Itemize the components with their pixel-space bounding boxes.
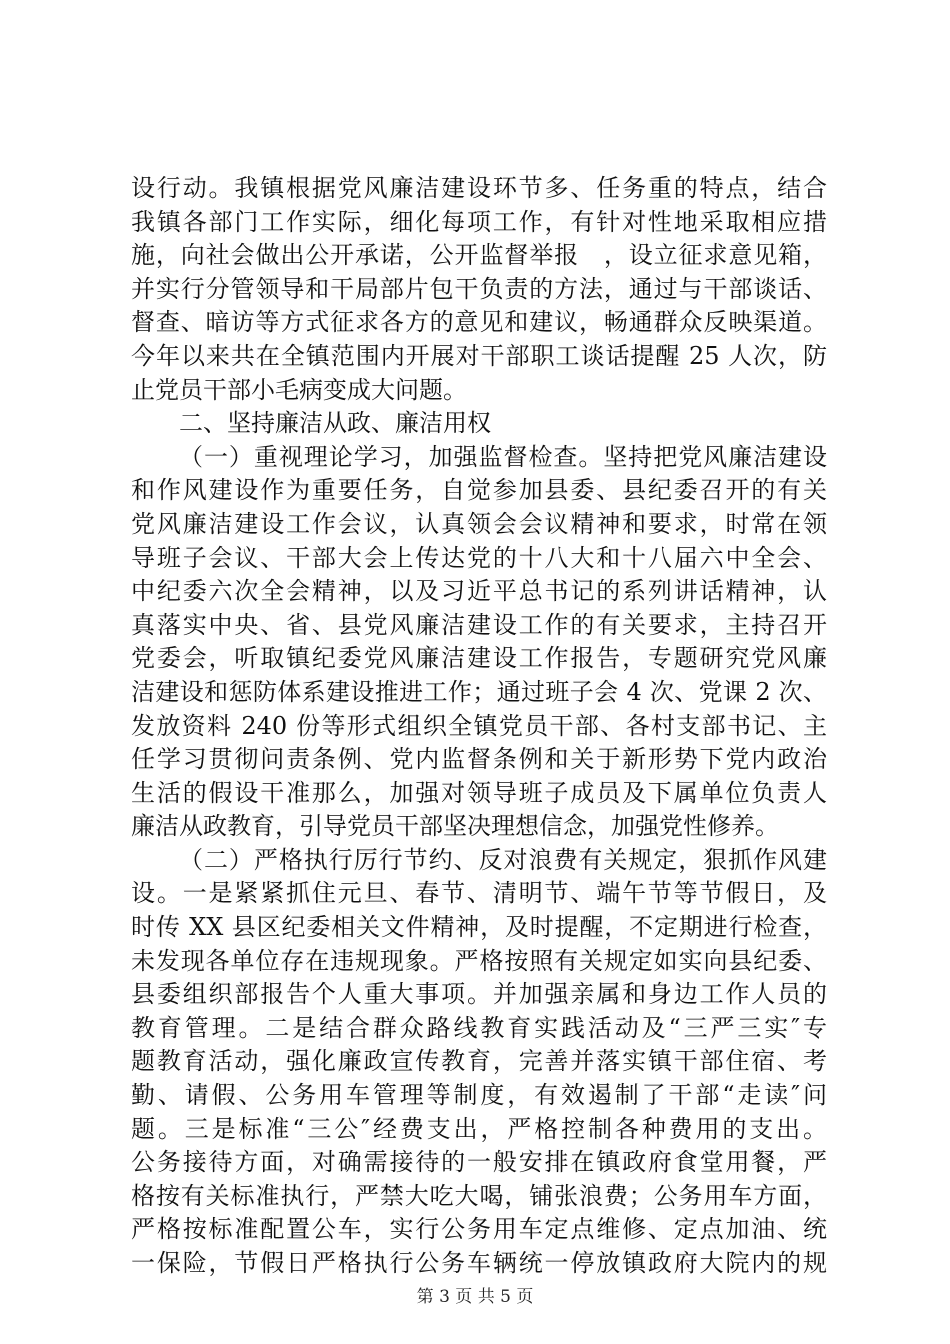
text-line: 严格按标准配置公车，实行公务用车定点维修、定点加油、统 [131,1215,827,1244]
document-body [131,172,827,1281]
text-line: 中纪委六次全会精神，以及习近平总书记的系列讲话精神，认 [131,577,827,606]
text-line: 时传 XX 县区纪委相关文件精神，及时提醒，不定期进行检查， [131,913,827,942]
text-line: 党委会，听取镇纪委党风廉洁建设工作报告，专题研究党风廉 [131,644,827,673]
text-line: 设行动。我镇根据党风廉洁建设环节多、任务重的特点，结合 [131,174,827,202]
text-line: 公务接待方面，对确需接待的一般安排在镇政府食堂用餐，严 [131,1148,827,1177]
text-line: 题。三是标准“三公″经费支出，严格控制各种费用的支出。 [131,1114,827,1143]
text-line: （二）严格执行厉行节约、反对浪费有关规定，狠抓作风建 [179,845,827,874]
text-line: 教育管理。二是结合群众路线教育实践活动及“三严三实″专 [131,1013,827,1042]
page-footer: 第 3 页 共 5 页 [416,1287,534,1307]
text-line: 任学习贯彻问责条例、党内监督条例和关于新形势下党内政治 [131,745,827,774]
text-line: 发放资料 240 份等形式组织全镇党员干部、各村支部书记、主 [131,711,827,740]
text-line: 一保险，节假日严格执行公务车辆统一停放镇政府大院内的规 [131,1249,827,1277]
text-line: 洁建设和惩防体系建设推进工作；通过班子会 4 次、党课 2 次、 [131,677,827,706]
text-line: 未发现各单位存在违规现象。严格按照有关规定如实向县纪委、 [131,946,827,975]
text-line: 施，向社会做出公开承诺，公开监督举报 ，设立征求意见箱， [131,241,827,270]
text-line: 和作风建设作为重要任务，自觉参加县委、县纪委召开的有关 [131,476,827,505]
text-line: 今年以来共在全镇范围内开展对干部职工谈话提醒 25 人次，防 [131,341,827,370]
text-line: 廉洁从政教育，引导党员干部坚决理想信念，加强党性修养。 [131,812,779,841]
text-line: 我镇各部门工作实际，细化每项工作，有针对性地采取相应措 [131,207,827,236]
text-line: 县委组织部报告个人重大事项。并加强亲属和身边工作人员的 [131,980,827,1009]
text-line: 止党员干部小毛病变成大问题。 [131,375,467,404]
text-line: （一）重视理论学习，加强监督检查。坚持把党风廉洁建设 [179,442,827,471]
text-line: 导班子会议、干部大会上传达党的十八大和十八届六中全会、 [131,543,827,572]
text-line: 二、坚持廉洁从政、廉洁用权 [179,409,491,438]
text-line: 设。一是紧紧抓住元旦、春节、清明节、端午节等节假日，及 [131,879,827,908]
text-line: 格按有关标准执行，严禁大吃大喝，铺张浪费；公务用车方面， [131,1181,827,1210]
text-line: 督查、暗访等方式征求各方的意见和建议，畅通群众反映渠道。 [131,308,827,337]
text-line: 并实行分管领导和干局部片包干负责的方法，通过与干部谈话、 [131,274,827,303]
text-line: 党风廉洁建设工作会议，认真领会会议精神和要求，时常在领 [131,509,827,538]
text-line: 生活的假设干准那么，加强对领导班子成员及下属单位负责人 [131,778,827,807]
text-line: 真落实中央、省、县党风廉洁建设工作的有关要求，主持召开 [131,610,827,639]
text-line: 题教育活动，强化廉政宣传教育，完善并落实镇干部住宿、考 [131,1047,827,1076]
text-line: 勤、请假、公务用车管理等制度，有效遏制了干部“走读″问 [131,1081,827,1110]
